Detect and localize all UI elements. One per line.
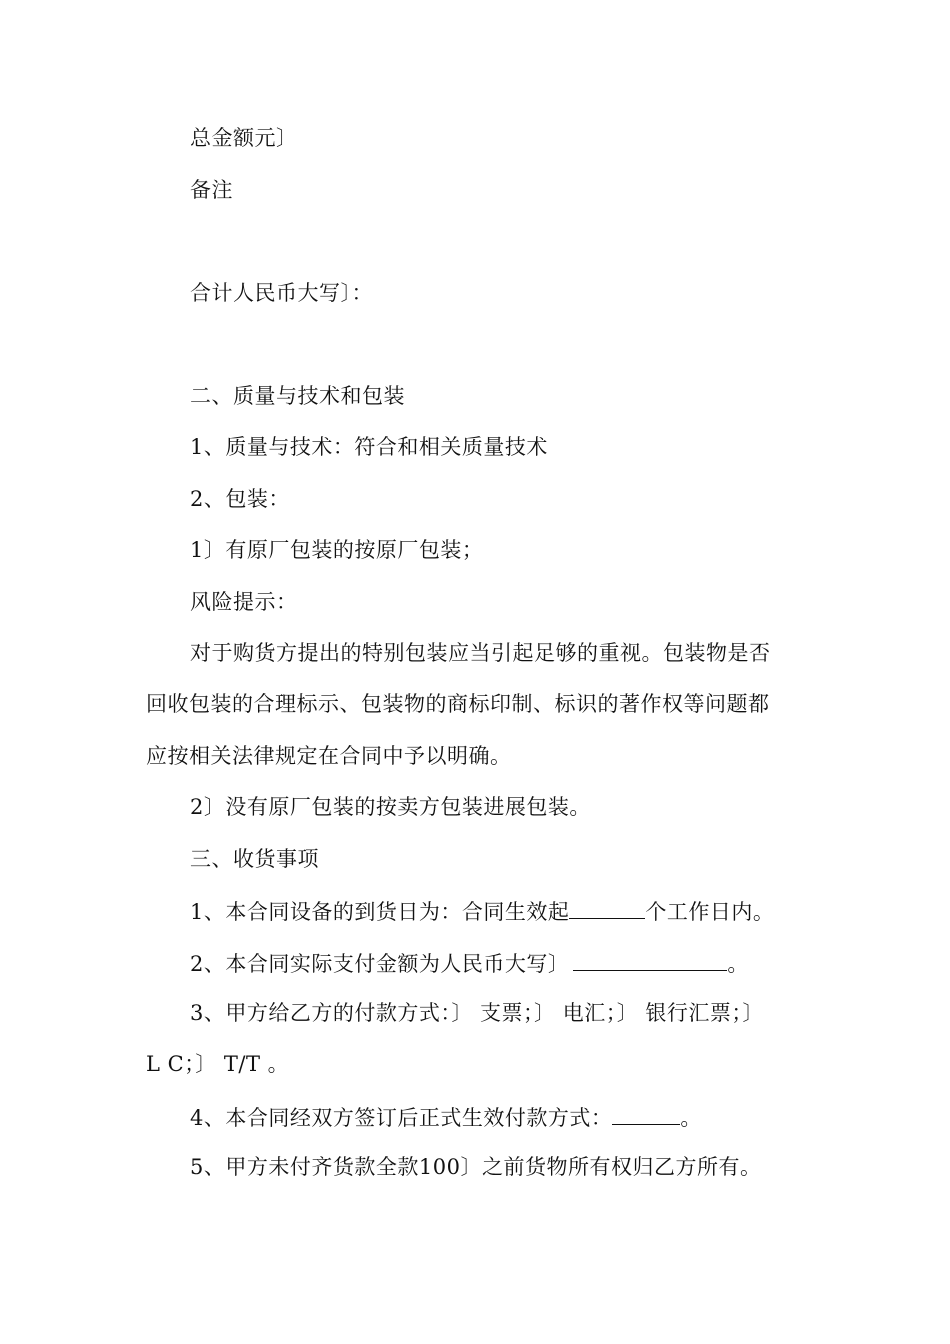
- delivery-date-text-after: 个工作日内。: [645, 900, 775, 924]
- payment-amount-text-before: 2、本合同实际支付金额为人民币大写〕: [190, 952, 570, 976]
- delivery-date-text-before: 1、本合同设备的到货日为：合同生效起: [190, 900, 570, 924]
- delivery-date-clause: [190, 896, 850, 926]
- quality-tech-clause: 1、质量与技术：符合和相关质量技术: [190, 435, 548, 459]
- risk-notice-paragraph-line-2: 回收包装的合理标示、包装物的商标印制、标识的著作权等问题都: [146, 692, 770, 716]
- seller-packaging-clause: 2〕没有原厂包装的按卖方包装进展包装。: [190, 795, 591, 819]
- effective-payment-text-after: 。: [680, 1106, 702, 1130]
- packaging-clause: 2、包装：: [190, 487, 290, 511]
- effective-payment-text-before: 4、本合同经双方签订后正式生效付款方式：: [190, 1106, 613, 1130]
- payment-amount-text-after: 。: [727, 952, 749, 976]
- remarks-line: 备注: [190, 178, 233, 202]
- effective-payment-clause: [190, 1102, 850, 1132]
- risk-notice-paragraph-line-3: 应按相关法律规定在合同中予以明确。: [146, 744, 512, 768]
- payment-amount-clause: [190, 948, 850, 978]
- total-amount-line: 总金额元〕: [190, 126, 298, 150]
- delivery-days-blank: [569, 896, 645, 919]
- original-packaging-clause: 1〕有原厂包装的按原厂包装；: [190, 538, 484, 562]
- section-heading-receipt: 三、收货事项: [190, 847, 319, 871]
- risk-notice-paragraph-line-1: 对于购货方提出的特别包装应当引起足够的重视。包装物是否: [190, 641, 771, 665]
- total-rmb-uppercase-line: 合计人民币大写〕：: [190, 281, 373, 305]
- payment-methods-clause-line-2: L C；〕 T/T 。: [146, 1052, 290, 1076]
- payment-methods-clause-line-1: 3、甲方给乙方的付款方式：〕 支票；〕 电汇；〕 银行汇票；〕: [190, 1001, 764, 1025]
- risk-notice-heading: 风险提示：: [190, 590, 298, 614]
- effective-payment-blank: [612, 1102, 680, 1125]
- payment-amount-blank: [573, 948, 727, 971]
- section-heading-quality: 二、质量与技术和包装: [190, 384, 405, 408]
- ownership-clause: 5、甲方未付齐货款全款100〕之前货物所有权归乙方所有。: [190, 1155, 762, 1179]
